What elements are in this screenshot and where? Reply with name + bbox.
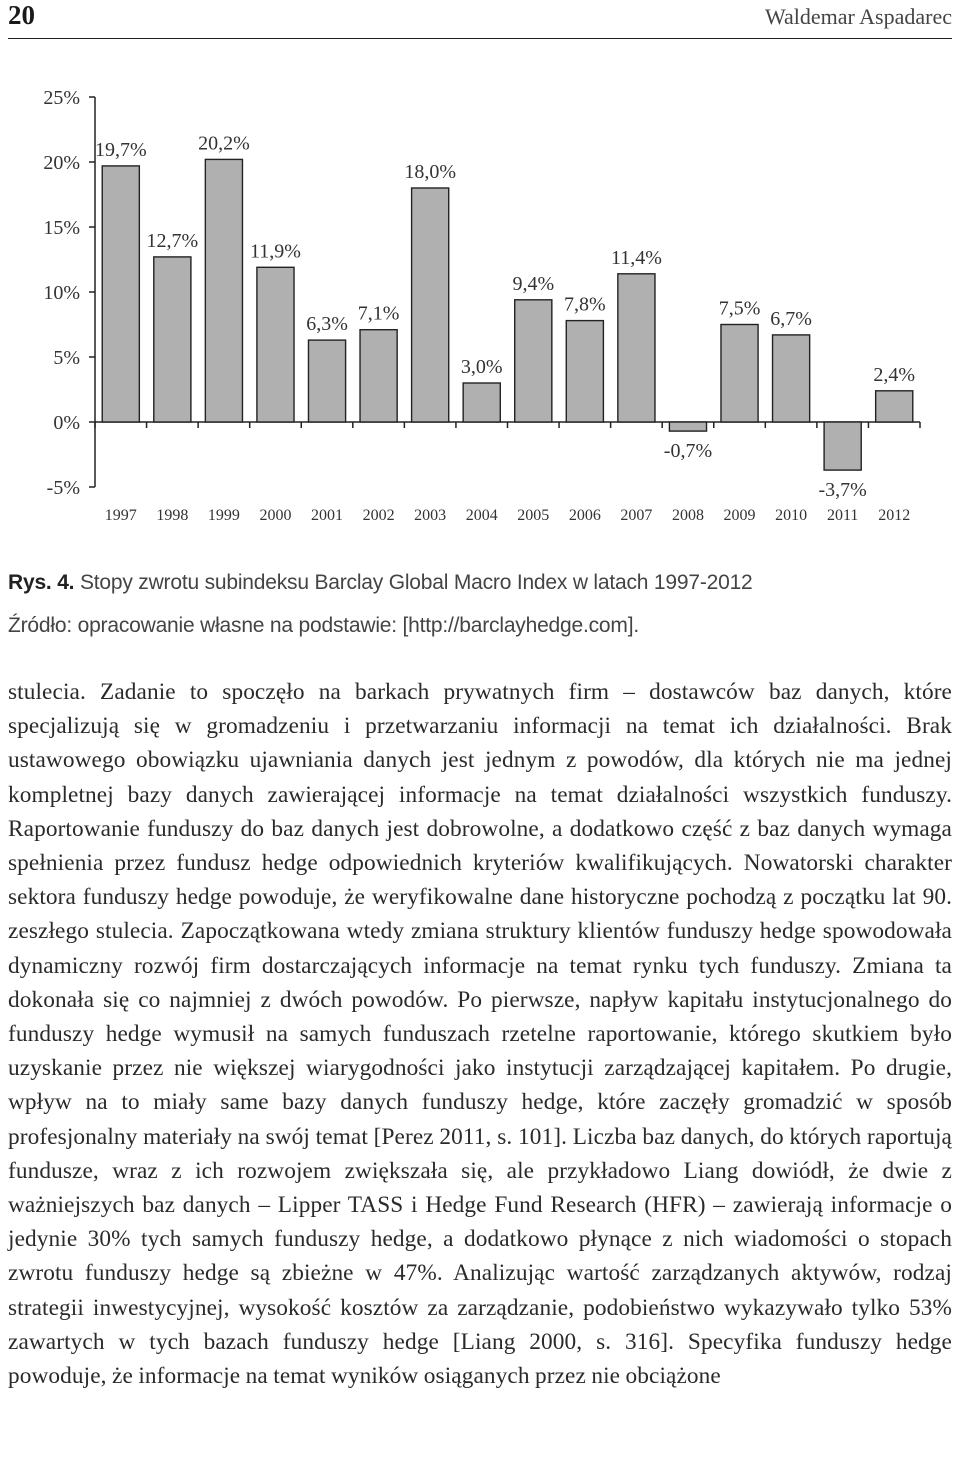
x-tick-label: 2012 [878,507,911,524]
page-number: 20 [8,0,35,30]
y-tick-label: 0% [53,412,80,434]
bar [566,321,603,422]
data-label: 7,5% [718,297,761,320]
x-tick-label: 2008 [671,507,704,524]
y-tick-label: 20% [43,152,80,174]
bar [360,330,397,422]
bar [257,267,294,422]
bar [669,422,706,431]
bar [205,159,242,422]
x-tick-label: 2007 [620,507,653,524]
x-tick-label: 2011 [826,507,859,524]
data-label: 9,4% [512,272,555,295]
data-label: 3,0% [460,356,503,378]
bar [102,166,139,422]
data-label: 20,2% [198,132,250,155]
y-tick-label: 10% [43,282,80,304]
x-tick-label: 2003 [414,507,447,524]
y-tick-label: 15% [43,217,80,239]
data-label: -0,7% [663,440,713,463]
page-header [8,0,952,39]
data-label: 6,3% [306,313,348,336]
y-tick-label: 5% [53,347,80,369]
x-tick-label: 2004 [465,507,498,524]
x-tick-label: 2009 [723,507,756,524]
data-label: 2,4% [873,363,916,386]
bar [463,383,500,422]
bar [773,335,810,422]
data-label: 19,7% [94,138,147,161]
x-tick-label: 2000 [259,507,292,524]
figure-caption [8,571,753,595]
x-tick-label: 1997 [104,507,137,524]
bar [308,340,345,422]
x-tick-label: 2006 [568,507,601,524]
bar [618,274,655,422]
data-label: 11,4% [610,246,662,269]
x-tick-label: 2005 [517,507,550,524]
data-label: 6,7% [770,307,812,330]
data-label: 11,9% [250,240,301,263]
figure-source: Źródło: opracowanie własne na podstawie: [http://barclayhedge.com]. [8,614,639,637]
data-label: -3,7% [818,479,867,502]
bar [515,300,552,422]
data-label: 12,7% [146,229,199,252]
x-tick-label: 2002 [362,507,395,524]
y-tick-label: -5% [46,477,80,499]
data-label: 7,8% [564,293,606,316]
x-tick-label: 2010 [775,507,808,524]
bar-chart [0,60,960,530]
figure-label: Rys. 4. [8,571,75,594]
data-label: 18,0% [404,161,456,183]
y-tick-label: 25% [43,87,80,109]
body-paragraph: stulecia. Zadanie to spoczęło na barkach prywatnych firm – dostawców baz danych, które specjalizują się w gromadzeniu i przetwarzaniu informacji na temat ich działalności. Brak ustawowego obowiązku ujawniania danych jest jednym z powodów, dla których nie ma jednej kompletnej bazy danych zawierającej informacje na temat działalności wszystkich funduszy. Raportowanie funduszy do baz danych jest dobrowolne, a dodatkowo część z baz danych wymaga spełnienia przez fundusz hedge odpowiednich kryteriów kwalifikujących. Nowatorski charakter sektora funduszy hedge powoduje, że weryfikowalne dane historyczne pochodzą z początku lat 90. zeszłego stulecia. Zapoczątkowana wtedy zmiana struktury klientów funduszy hedge spowodowała dynamiczny rozwój firm dostarczających informacje na temat rynku tych funduszy. Zmiana ta dokonała się co najmniej z dwóch powodów. Po pierwsze, napływ kapitału instytucjonalnego do funduszy hedge wymusił na samych funduszach rzetelne raportowanie, którego skutkiem było uzyskanie przez nie większej wiarygodności jako instytucji zarządzającej kapitałem. Po drugie, wpływ na to miały same bazy danych funduszy hedge, które zaczęły gromadzić w sposób profesjonalny materiały na swój temat [Perez 2011, s. 101]. Liczba baz danych, do których raportują fundusze, wraz z ich rozwojem zwiększała się, ale przykładowo Liang dowiódł, że dwie z ważniejszych baz danych – Lipper TASS i Hedge Fund Research (HFR) – zawierają informacje o jedynie 30% tych samych funduszy hedge, a dodatkowo płynące z nich wiadomości o stopach zwrotu funduszy hedge są zbieżne w 47%. Analizując wartość zarządzanych aktywów, rodzaj strategii inwestycyjnej, wysokość kosztów za zarządzanie, podobieństwo wykazywało tylko 53% zawartych w tych bazach funduszy hedge [Liang 2000, s. 316]. Specyfika funduszy hedge powoduje, że informacje na temat wyników osiąganych przez nie obciążone [8,679,952,1390]
x-tick-label: 2001 [311,507,344,524]
figure-caption-text: Stopy zwrotu subindeksu Barclay Global Macro Index w latach 1997-2012 [74,571,753,594]
bar [412,188,449,422]
bar [721,325,758,423]
data-label: 7,1% [357,302,400,325]
bar [876,391,913,422]
running-header-author: Waldemar Aspadarec [765,4,952,29]
bar [154,257,191,422]
x-tick-label: 1998 [156,507,189,524]
bar [824,422,861,470]
x-tick-label: 1999 [207,507,240,524]
